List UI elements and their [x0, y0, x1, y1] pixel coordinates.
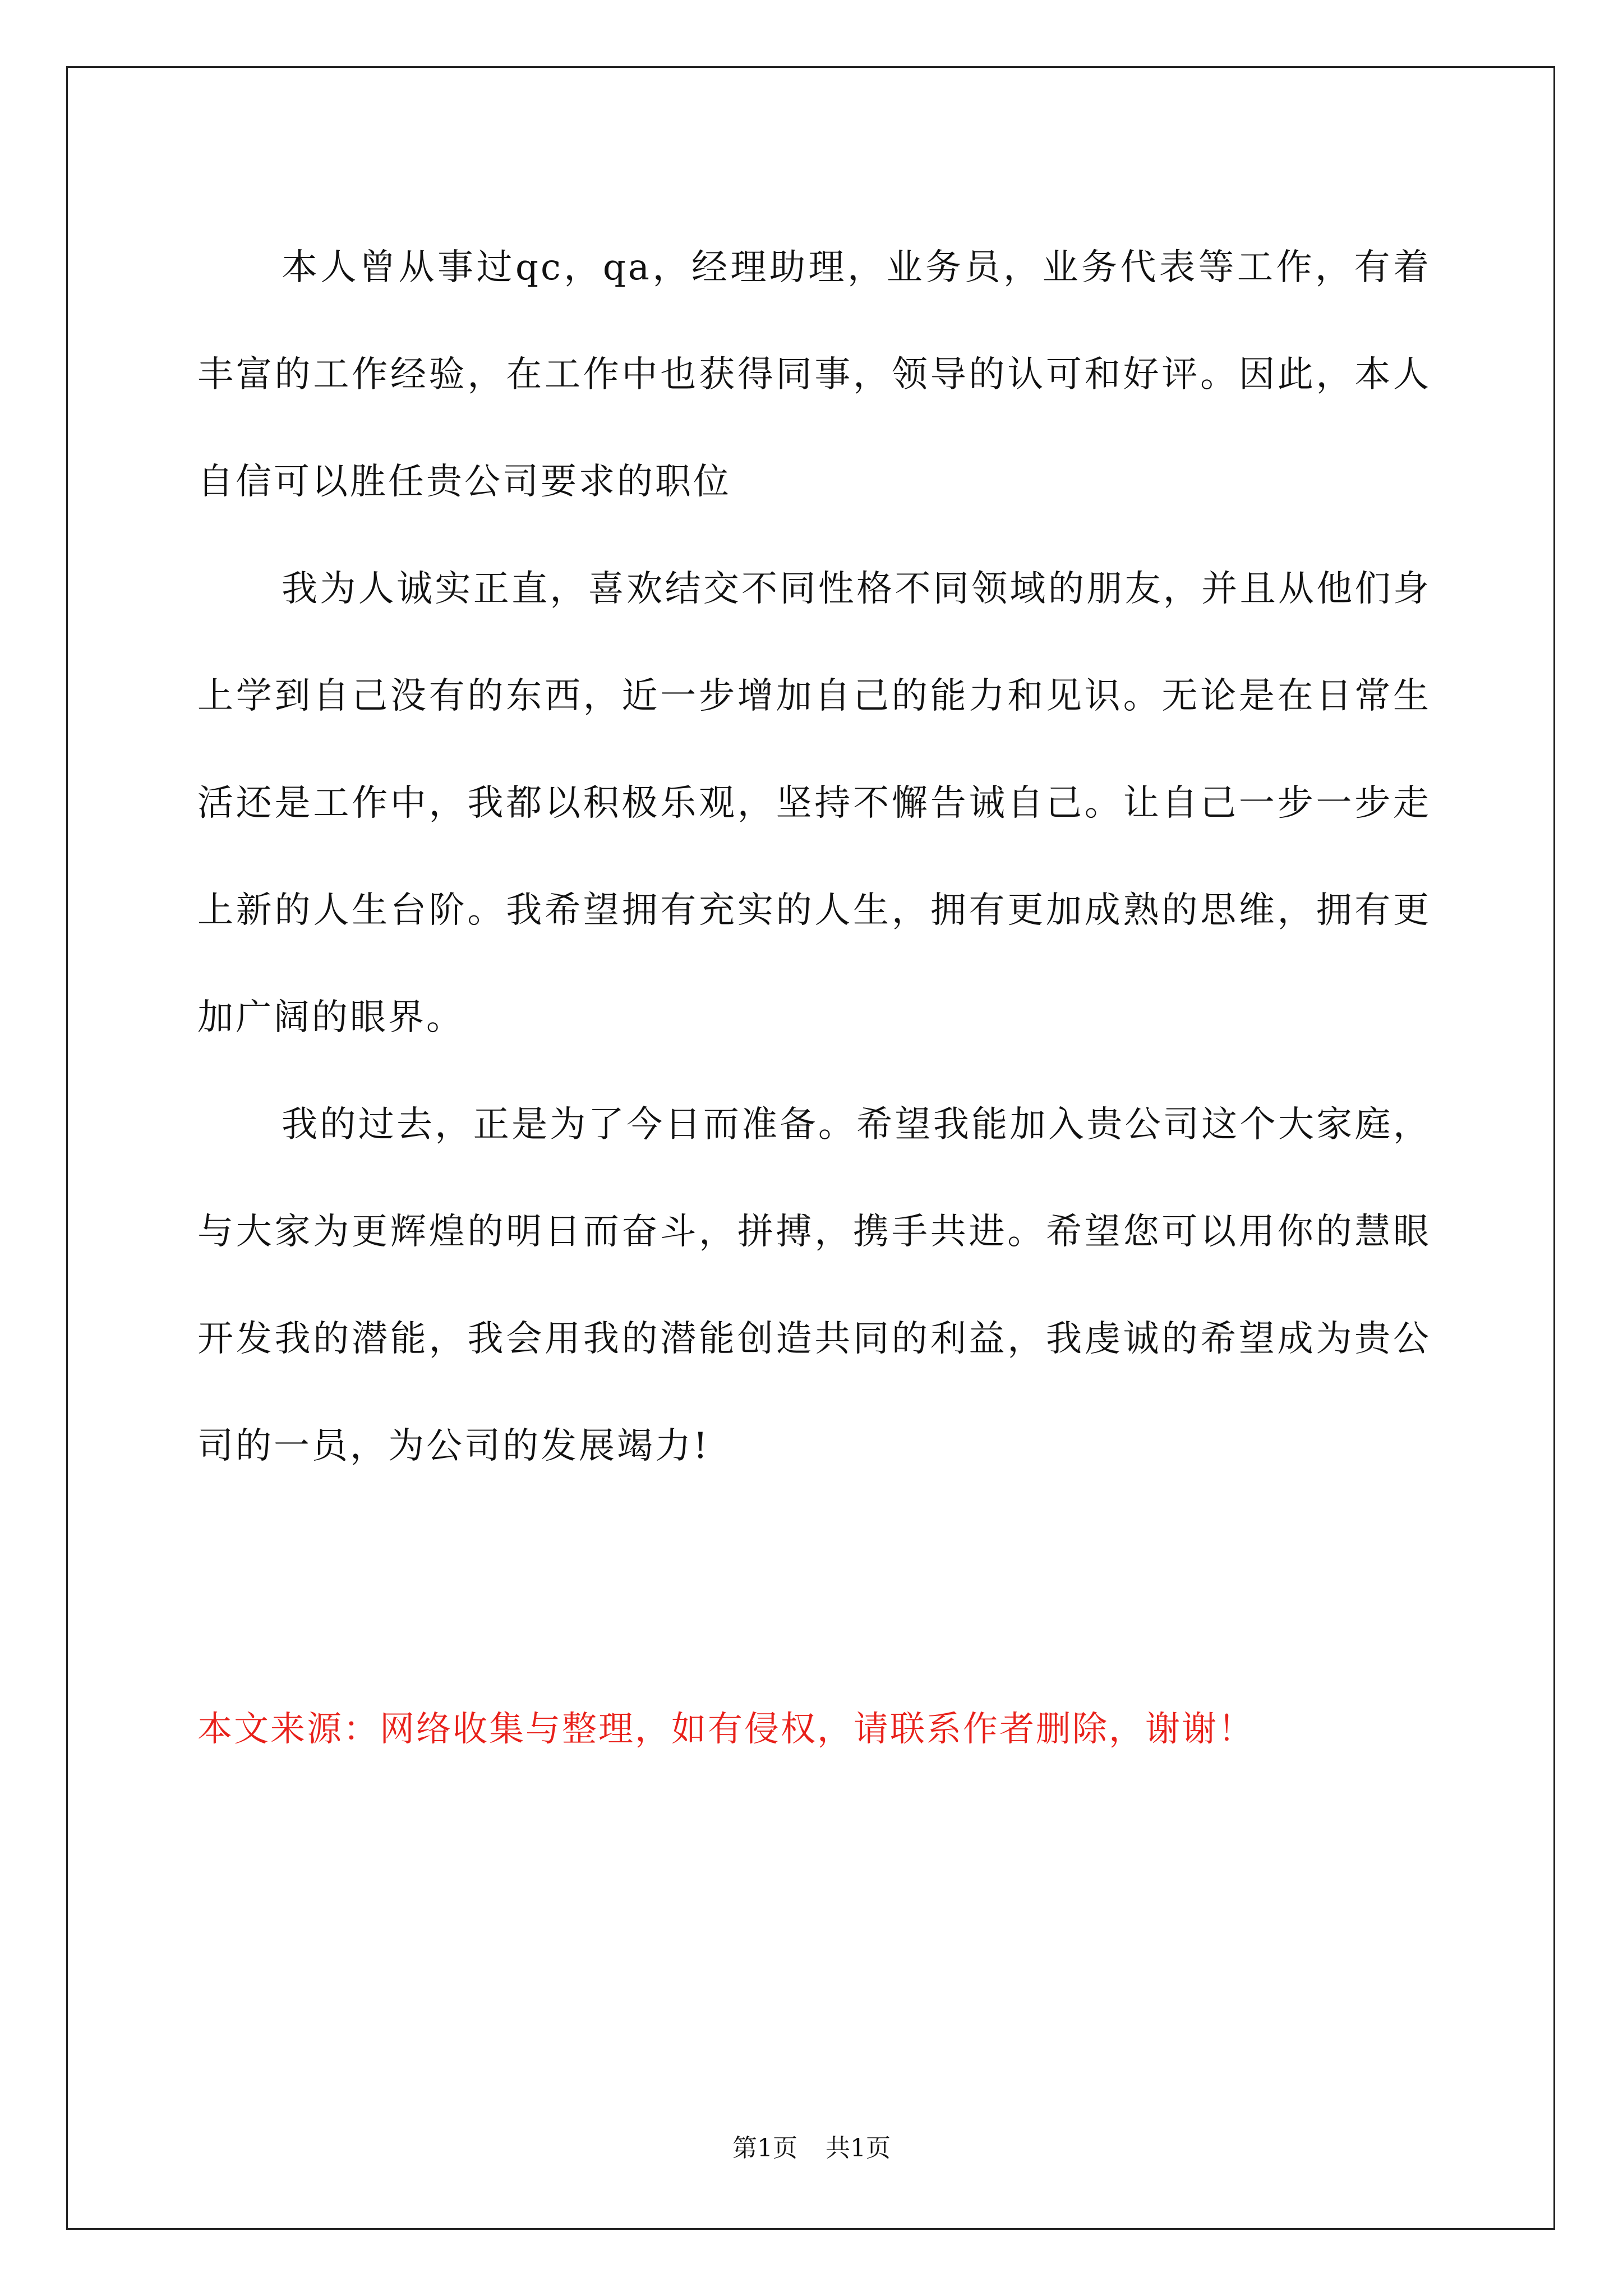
- page-total: 共1页: [826, 2134, 891, 2162]
- paragraph-character: 我为人诚实正直，喜欢结交不同性格不同领域的朋友，并且从他们身上学到自己没有的东西，近一步增加自己的能力和见识。无论是在日常生活还是工作中，我都以积极乐观，坚持不懈告诫自己。让自己一步一步走上新的人生台阶。我希望拥有充实的人生，拥有更加成熟的思维，拥有更加广阔的眼界。: [197, 568, 1431, 1038]
- paragraph-experience: 本人曾从事过qc，qa，经理助理，业务员，业务代表等工作，有着丰富的工作经验，在工作中也获得同事，领导的认可和好评。因此，本人自信可以胜任贵公司要求的职位: [197, 247, 1431, 503]
- source-note: 本文来源：网络收集与整理，如有侵权，请联系作者删除，谢谢！: [197, 1708, 1255, 1749]
- page-footer: [0, 2132, 1623, 2165]
- paragraph-aspiration: 我的过去，正是为了今日而准备。希望我能加入贵公司这个大家庭，与大家为更辉煌的明日而奋斗，拼搏，携手共进。希望您可以用你的慧眼开发我的潜能，我会用我的潜能创造共同的利益，我虔诚的希望成为贵公司的一员，为公司的发展竭力!: [197, 1104, 1431, 1467]
- document-body: [197, 214, 1431, 1500]
- page-number: 第1页: [732, 2134, 797, 2162]
